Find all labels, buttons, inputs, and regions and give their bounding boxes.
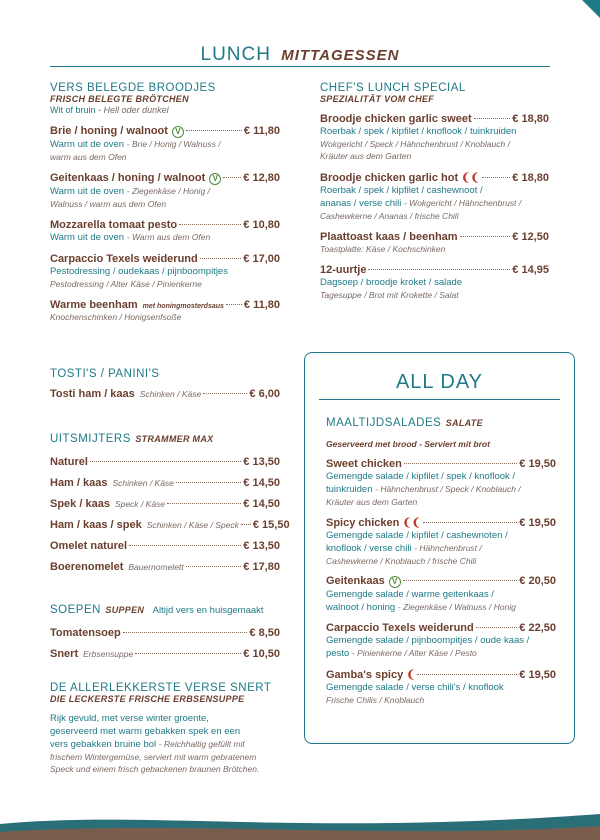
corner-decoration [582,0,600,18]
item-price: € 19,50 [519,458,556,470]
menu-item: Mozzarella tomaat pesto € 10,80 Warm uit de oven - Warm aus dem Ofen [50,219,280,243]
left-column [50,82,280,323]
snert-desc-1: Rijk gevuld, met verse winter groente, [50,713,209,724]
item-desc-nl: Gemengde salade / kipfilet / cashewnoten / [326,530,508,541]
item-price: € 12,80 [243,172,280,184]
chili-icon: ❨❨ [402,517,421,529]
soepen-section [50,600,280,660]
item-desc-de-cont: Kräuter aus dem Garten [320,151,412,161]
menu-item [50,253,280,290]
item-extra: Bauernomelett [128,562,184,572]
section-title-salades: MAALTIJDSALADES [326,417,442,429]
item-name: Snert [50,648,79,660]
title-mittagessen: MITTAGESSEN [281,47,400,64]
menu-item [50,519,290,531]
item-price: € 20,50 [519,575,556,587]
item-desc-de: Ziegenkäse / Walnuss / Honig [403,602,516,612]
item-price: € 8,50 [249,627,280,639]
item-desc-nl-cont: pesto [326,648,350,659]
vegetarian-icon: V [172,126,184,138]
item-price: € 19,50 [519,517,556,529]
item-price: € 13,50 [243,456,280,468]
menu-item: Brie / honing / walnoot V € 11,80 Warm uit de oven - Brie / Honig / Walnuss / warm aus dem Ofen [50,125,280,162]
menu-item [50,498,280,510]
snert-desc-de-2: frischem Wintergemüse, serviert mit warm gebratenem [50,752,257,762]
item-desc-de: Hähnchenbrust / Speck / Knoblauch / [380,484,521,494]
item-price: € 22,50 [519,622,556,634]
item-desc-de: Pinienkerne / Alter Käse / Pesto [357,648,477,658]
item-name: Ham / kaas [50,477,108,489]
vegetarian-icon: V [389,576,401,588]
title-lunch: LUNCH [200,44,271,65]
item-name: Boerenomelet [50,561,124,573]
item-desc-de-cont: Cashewkerne / Knoblauch / frische Chili [326,556,477,566]
bread-choice-nl: Wit of bruin [50,105,96,115]
menu-item: Geitenkaas V € 20,50 Gemengde salade / warme geitenkaas / walnoot / honing - Ziegenkäse / Walnuss / Honig [326,575,556,613]
section-title-soepen: SOEPEN [50,604,101,616]
item-desc-nl: Dagsoep / broodje kroket / salade [320,277,463,288]
item-desc-nl: Warm uit de oven [50,232,125,243]
title-divider [50,66,550,67]
menu-item: Broodje chicken garlic hot ❨❨ € 18,80 Roerbak / spek / kipfilet / cashewnoot / ananas / verse chili - Wokgericht / Hähnchenbrust / Cashewkerne / Ananas / frische Chili [320,172,549,221]
item-name: Naturel [50,456,88,468]
item-name: Broodje chicken garlic hot [320,172,459,184]
menu-item [50,648,280,660]
item-price: € 13,50 [243,540,280,552]
menu-item: Geitenkaas / honing / walnoot V € 12,80 Warm uit de oven - Ziegenkäse / Honig / Walnuss / warm aus dem Ofen [50,172,280,209]
item-name: Spicy chicken [326,517,400,529]
item-desc-nl-cont: tuinkruiden [326,484,373,495]
tosti-section [50,368,280,400]
item-price: € 14,50 [243,498,280,510]
item-desc-de-cont: Kräuter aus dem Garten [326,497,418,507]
item-name: Omelet naturel [50,540,128,552]
soepen-note: Altijd vers en huisgemaakt [152,605,264,616]
item-price: € 10,80 [243,219,280,231]
item-name: 12-uurtje [320,264,367,276]
menu-item [50,561,280,573]
item-name: Brie / honing / walnoot [50,125,168,137]
menu-item: Sweet chicken € 19,50 Gemengde salade / kipfilet / spek / knoflook / tuinkruiden - Hähnchenbrust / Speck / Knoblauch / Kräuter aus dem Garten [326,458,556,507]
item-desc-nl: Gemengde salade / warme geitenkaas / [326,589,494,600]
menu-item: Spicy chicken ❨❨ € 19,50 Gemengde salade / kipfilet / cashewnoten / knoflook / verse chili - Hähnchenbrust / Cashewkerne / Knoblauch / frische Chili [326,517,556,566]
item-desc-nl: Gemengde salade / kipfilet / spek / knoflook / [326,471,516,482]
item-desc-nl-cont: walnoot / honing [326,602,396,613]
item-desc-de: Knochenschinken / Honigsenfsoße [50,312,182,322]
item-desc-de-cont: Frische Chilis / Knoblauch [326,695,425,705]
section-title-snert: DE ALLERLEKKERSTE VERSE SNERT [50,682,272,694]
section-subtitle-chef: SPEZIALITÄT VOM CHEF [320,94,434,104]
item-name: Broodje chicken garlic sweet [320,113,472,125]
chef-section [320,82,549,301]
snert-section: DE ALLERLEKKERSTE VERSE SNERT DIE LECKERSTE FRISCHE ERBSENSUPPE Rijk gevuld, met verse winter groente, geserveerd met warm gebakken spek en een vers gebakken bruine bol - Reichhaltig gefüllt mit frischem Wintergemüse, serviert mit warm gebratenem Speck und einem frisch gebackenen braunen Brötchen. [50,682,290,775]
item-desc-de: Ziegenkäse / Honig / [131,186,210,196]
item-name: Mozzarella tomaat pesto [50,219,178,231]
item-desc-de: Wokgericht / Hähnchenbrust / [409,198,522,208]
bottom-wave-decoration [0,806,600,840]
item-desc-nl: Gemengde salade / verse chili's / knoflook [326,682,504,693]
section-title-uitsmijters: UITSMIJTERS [50,433,131,445]
menu-item [320,113,549,162]
item-desc-de-cont: Cashewkerne / Ananas / frische Chili [320,211,459,221]
item-name: Sweet chicken [326,458,402,470]
item-name: Geitenkaas / honing / walnoot [50,172,206,184]
item-desc-nl: Roerbak / spek / kipfilet / knoflook / tuinkruiden [320,126,517,137]
item-name: Carpaccio Texels weiderund [50,253,198,265]
section-subtitle-snert: DIE LECKERSTE FRISCHE ERBSENSUPPE [50,694,245,704]
snert-desc-2: geserveerd met warm gebakken spek en een [50,726,241,737]
menu-item [50,456,280,468]
item-name: Plaattoast kaas / beenham [320,231,458,243]
item-desc-de: Brie / Honig / Walnuss / [131,139,221,149]
served-with-bread: Geserveerd met brood [326,439,417,449]
item-price: € 11,80 [243,299,280,311]
item-name: Tosti ham / kaas [50,388,135,400]
item-price: € 6,00 [249,388,280,400]
snert-desc-de-1: Reichhaltig gefüllt mit [164,739,245,749]
item-price: € 14,95 [512,264,549,276]
item-desc-de: Warm aus dem Ofen [131,232,211,242]
item-name: Spek / kaas [50,498,110,510]
item-extra: Schinken / Käse [139,389,202,399]
uitsmijters-section [50,429,290,573]
menu-item [320,231,549,255]
menu-item [50,388,280,400]
item-price: € 14,50 [243,477,280,489]
item-desc-nl: Gemengde salade / pijnboompitjes / oude kaas / [326,635,530,646]
item-desc-de-cont: warm aus dem Ofen [50,152,127,162]
item-price: € 18,80 [512,113,549,125]
snert-desc-3: vers gebakken bruine bol [50,739,157,750]
section-subtitle-uitsmijters: STRAMMER MAX [135,434,214,444]
item-desc-nl: Warm uit de oven [50,139,125,150]
chili-icon: ❨❨ [461,172,480,184]
menu-item [50,299,280,323]
item-price: € 11,80 [243,125,280,137]
item-price: € 10,50 [243,648,280,660]
served-with-bread-de: Serviert mit brot [424,439,490,449]
item-name: Geitenkaas [326,575,385,587]
item-price: € 19,50 [519,669,556,681]
item-extra: Speck / Käse [114,499,166,509]
item-desc-de: Hähnchenbrust / [419,543,482,553]
section-subtitle-broodjes: FRISCH BELEGTE BRÖTCHEN [50,94,189,104]
separator: - [98,105,102,115]
chili-icon: ❨ [406,669,416,681]
item-price: € 17,00 [243,253,280,265]
item-desc-de: Tagesuppe / Brot mit Krokette / Salat [320,290,459,300]
all-day-divider [319,399,560,400]
item-extra: Schinken / Käse [112,478,174,488]
menu-item [50,477,280,489]
item-desc-nl-cont: ananas / verse chili [320,198,402,209]
item-extra: Erbsensuppe [83,649,134,659]
item-desc-de: Pestodressing / Alter Käse / Pinienkerne [50,279,202,289]
item-price: € 15,50 [252,519,290,531]
item-desc-nl-cont: knoflook / verse chili [326,543,412,554]
item-desc-nl: Roerbak / spek / kipfilet / cashewnoot / [320,185,483,196]
menu-item [326,668,556,706]
all-day-title: ALL DAY [395,371,484,393]
item-desc-de-cont: Walnuss / warm aus dem Ofen [50,199,167,209]
item-desc-nl: Warm uit de oven [50,186,125,197]
item-desc-de: Wokgericht / Speck / Hähnchenbrust / Knoblauch / [320,139,510,149]
item-price: € 12,50 [512,231,549,243]
all-day-panel: ALL DAY MAALTIJDSALADES SALATE Geserveerd met brood - Serviert mit brot Sweet chicken € 19,50 Gemengde salade / kipfilet / spek / knoflook / tuinkruiden - Hähnchenbrust / Speck / Knoblauch / Kräuter aus dem Garten Spicy chicken ❨❨ € 19,50 Gemengde salade / kipfilet / cashewnoten / knoflook / verse chili - Hähnchenbrust / Cashewkerne / Knoblauch / frische Chili Geitenkaas V € 20,50 Gemengde salade / warme geitenkaas / walnoot / honing - Ziegenkäse / Walnuss / Honig Carpaccio Texels weiderund € 22,50 Gemengde salade / pijnboompitjes / oude kaas / pesto - Pinienkerne / Alter Käse / Pesto Gamba's spicy ❨ € 19,50 Gemengde salade / verse chili's / knoflook Frische Chilis / Knoblauch [304,352,575,744]
item-desc-de: Toastplatte: Käse / Kochschinken [320,244,446,254]
item-name: Ham / kaas / spek [50,519,142,531]
section-subtitle-salades: SALATE [445,418,483,428]
item-desc-nl: Pestodressing / oudekaas / pijnboompitjes [50,266,228,277]
item-name: Warme beenham [50,299,138,311]
item-extra: met honingmosterdsaus [142,303,224,310]
bread-choice-de: Hell oder dunkel [103,105,169,115]
item-extra: Schinken / Käse / Speck [146,520,239,530]
menu-item: Carpaccio Texels weiderund € 22,50 Gemengde salade / pijnboompitjes / oude kaas / pesto - Pinienkerne / Alter Käse / Pesto [326,622,556,659]
item-name: Gamba's spicy [326,669,404,681]
page-title [0,44,600,66]
item-name: Tomatensoep [50,627,121,639]
menu-item [320,264,549,301]
section-title-chef: CHEF'S LUNCH SPECIAL [320,82,466,94]
menu-item [50,540,280,552]
vegetarian-icon: V [209,173,221,185]
section-subtitle-soepen: SUPPEN [105,605,145,615]
item-price: € 18,80 [512,172,549,184]
item-name: Carpaccio Texels weiderund [326,622,474,634]
menu-item [50,627,280,639]
snert-desc-de-3: Speck und einem frisch gebackenen braunen Brötchen. [50,764,260,774]
item-price: € 17,80 [243,561,280,573]
section-title-broodjes: VERS BELEGDE BROODJES [50,82,216,94]
section-title-tosti: TOSTI'S / PANINI'S [50,368,160,380]
